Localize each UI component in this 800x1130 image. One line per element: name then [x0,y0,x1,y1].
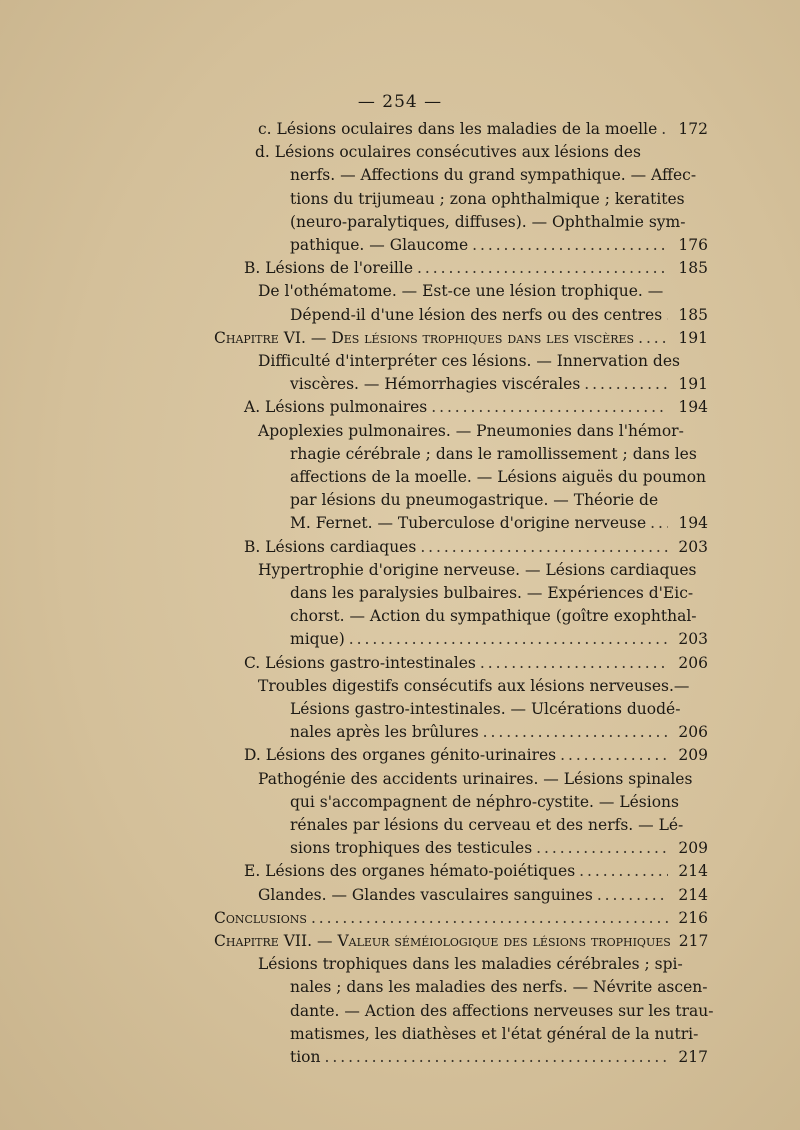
toc-entry-text: Lésions gastro-intestinales. — Ulcérations duodé- [290,700,681,718]
toc-page-number: 203 [678,537,708,556]
toc-entry [290,489,708,511]
toc-entry-text: B. Lésions cardiaques [244,537,417,556]
leader-dots [661,118,668,140]
toc-entry-text: Glandes. — Glandes vasculaires sanguines [258,885,593,904]
toc-entry [290,188,708,210]
toc-page-number: 209 [678,839,708,858]
leader-dots [472,234,668,256]
toc-page-number: 216 [678,908,708,927]
toc-entry [290,791,708,813]
toc-entry [290,164,708,186]
toc-entry-text: Pathogénie des accidents urinaires. — Lésions spinales [258,769,693,788]
toc-entry [290,698,708,720]
toc-entry-text: De l'othématome. — Est-ce une lésion trophique. — [258,282,664,301]
toc-page-number: 217 [678,932,709,950]
page-number: — 254 — [357,92,443,112]
toc-entry [290,234,708,256]
toc-entry-text: (neuro-paralytiques, diffuses). — Ophthalmie sym- [290,212,686,231]
toc-chapter-entry [214,930,708,952]
leader-dots [325,1046,668,1068]
toc-entry-text: Conclusions [214,908,307,927]
toc-entry [290,1000,714,1022]
toc-entry-text: Hypertrophie d'origine nerveuse. — Lésions cardiaques [258,560,697,579]
toc-entry [290,373,708,395]
toc-entry [290,1046,708,1068]
toc-entry-text: tions du trijumeau ; zona ophthalmique ; keratites [290,189,685,208]
toc-entry [258,280,708,302]
toc-page-number: 185 [678,305,708,324]
toc-entry-text: C. Lésions gastro-intestinales [244,653,476,672]
leader-dots [431,396,668,418]
toc-entry [290,582,708,604]
toc-entry-text: nales après les brûlures [290,723,479,742]
toc-entry-text: viscères. — Hémorrhagies viscérales [290,375,581,394]
toc-entry-text: rhagie cérébrale ; dans le ramollissement ; dans les [290,444,697,463]
toc-page-number: 214 [678,862,708,881]
toc-page-number: 194 [678,514,708,533]
toc-entry [258,350,708,372]
leader-dots [579,860,668,882]
toc-page-number: 217 [678,1048,708,1066]
toc-entry-text: dans les paralysies bulbaires. — Expériences d'Eic- [290,584,694,602]
toc-entry [290,628,708,650]
toc-entry-text: D. Lésions des organes génito-urinaires [244,746,557,765]
toc-entry [244,396,708,418]
toc-entry-text: pathique. — Glaucome [290,236,469,254]
toc-entry [258,953,708,975]
toc-entry-text: rénales par lésions du cerveau et des nerfs. — Lé- [290,816,684,834]
toc-entry [290,814,708,836]
toc-entry-text: E. Lésions des organes hémato-poiétiques [244,862,576,881]
toc-entry [290,512,708,534]
leader-dots [560,744,668,766]
leader-dots [349,628,668,650]
leader-dots [650,512,668,534]
toc-entry-text: c. Lésions oculaires dans les maladies de la moelle [258,120,658,138]
toc-entry-text: d. Lésions oculaires consécutives aux lésions des [255,143,641,162]
toc-entry [244,860,708,882]
toc-page-number: 203 [678,630,708,649]
toc-page-number: 206 [678,653,708,672]
toc-chapter-entry [214,907,708,929]
toc-page-number: 206 [678,723,708,742]
leader-dots [483,721,668,743]
toc-entry [290,721,708,743]
toc-entry [258,768,708,790]
toc-page-number: 191 [678,375,708,394]
toc-entry-text: chorst. — Action du sympathique (goître exophthal- [290,607,697,626]
toc-entry-text: sions trophiques des testicules [290,839,533,858]
toc-entry [244,744,708,766]
leader-dots [311,907,668,929]
leader-dots [597,884,668,906]
toc-entry [290,211,708,233]
toc-entry-text: B. Lésions de l'oreille [244,259,414,278]
toc-page-number: 209 [678,746,708,765]
toc-chapter-entry [214,327,708,349]
toc-entry [290,837,708,859]
toc-entry [258,118,708,140]
toc-entry [290,304,708,326]
toc-entry [244,257,708,279]
toc-page-number: 191 [678,328,708,347]
toc-entry [244,536,708,558]
toc-entry [258,420,708,442]
toc-entry-text: par lésions du pneumogastrique. — Théorie de [290,491,659,510]
toc-entry-text: Chapitre VII. — Valeur séméiologique des lésions trophiques [214,932,671,950]
toc-entry [258,559,708,581]
toc-entry-text: nerfs. — Affections du grand sympathique. — Affec- [290,166,697,185]
toc-entry [290,443,708,465]
toc-page-number: 176 [678,236,708,254]
toc-entry-text: matismes, les diathèses et l'état général de la nutri- [290,1024,699,1043]
toc-entry-text: Dépend-il d'une lésion des nerfs ou des centres [290,305,663,324]
toc-entry-text: Difficulté d'interpréter ces lésions. — Innervation des [258,352,680,370]
leader-dots [417,257,668,279]
toc-entry-text: M. Fernet. — Tuberculose d'origine nerveuse [290,514,647,533]
toc-entry-text: qui s'accompagnent de néphro-cystite. — Lésions [290,792,679,811]
toc-entry [258,884,708,906]
toc-entry-text: Lésions trophiques dans les maladies cérébrales ; spi- [258,955,683,974]
leader-dots [584,373,668,395]
toc-page-number: 214 [678,885,708,904]
toc-page-number: 172 [678,120,708,138]
toc-entry-text: Apoplexies pulmonaires. — Pneumonies dans l'hémor- [258,421,684,440]
leader-dots [638,327,668,349]
toc-entry [244,652,708,674]
leader-dots [536,837,668,859]
toc-page-number: 194 [678,398,708,417]
toc-entry-text: tion [290,1048,321,1066]
toc-entry-text: A. Lésions pulmonaires [244,398,428,417]
toc-entry-text: dante. — Action des affections nerveuses sur les trau- [290,1001,714,1020]
leader-dots [666,304,668,326]
toc-entry-text: affections de la moelle. — Lésions aiguës du poumon [290,468,707,486]
toc-entry [258,675,708,697]
toc-entry [290,976,708,998]
leader-dots [480,652,668,674]
toc-entry [290,1023,708,1045]
toc-entry [290,605,708,627]
toc-entry-text: mique) [290,630,345,649]
toc-page-number: 185 [678,259,708,278]
toc-entry [290,466,708,488]
toc-entry [255,141,708,163]
toc-entry-text: Chapitre VI. — Des lésions trophiques dans les viscères [214,328,635,347]
leader-dots [420,536,668,558]
toc-entry-text: nales ; dans les maladies des nerfs. — Névrite ascen- [290,978,708,997]
toc-entry-text: Troubles digestifs consécutifs aux lésions nerveuses.— [258,676,690,695]
